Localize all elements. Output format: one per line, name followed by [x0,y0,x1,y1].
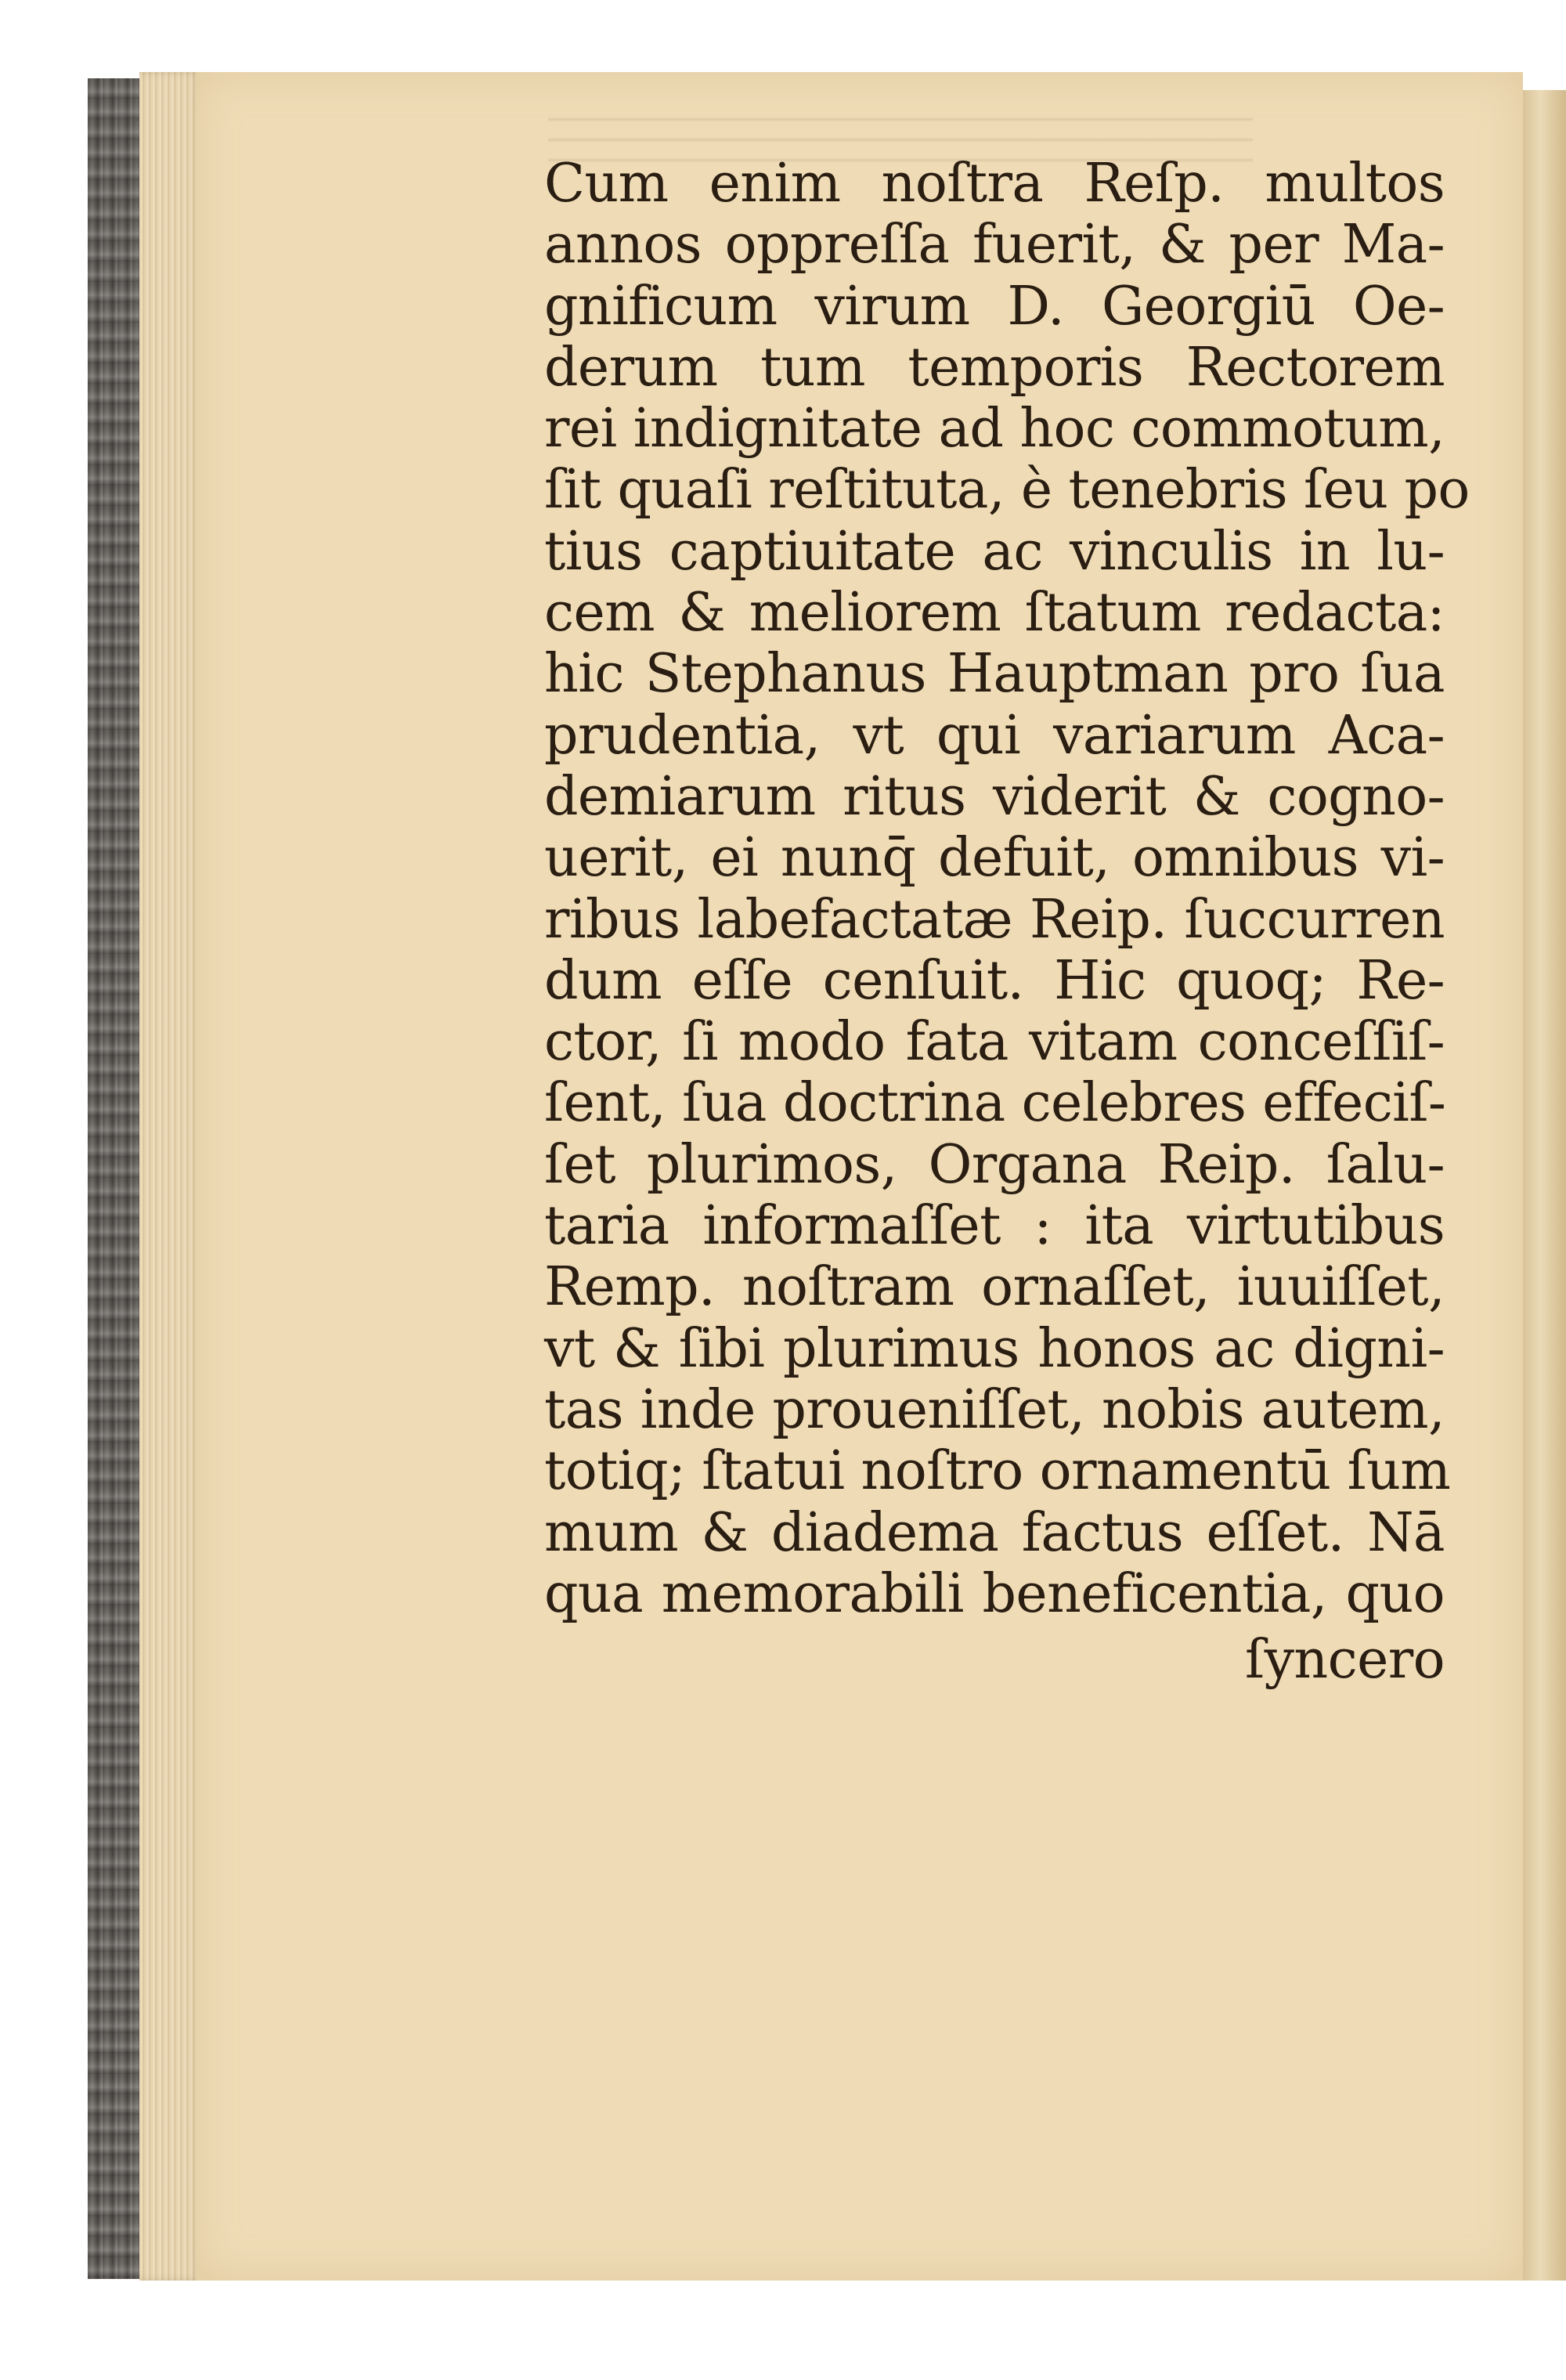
text-line: ribus labefactatæ Reip. ſuccurren [544,888,1445,951]
text-line: rei indignitate ad hoc commotum, [544,398,1445,460]
text-line: qua memorabili beneficentia, quo [544,1562,1445,1625]
text-line: prudentia, vt qui variarum Aca- [544,704,1445,767]
text-line: derum tum temporis Rectorem [544,336,1445,399]
text-line: mum & diadema factus eſſet. Nā [544,1501,1445,1564]
text-line: totiq; ſtatui noſtro ornamentū ſum [544,1440,1451,1503]
text-line: Cum enim noſtra Reſp. multos [544,153,1445,215]
catchword: ſyncero [1245,1629,1445,1692]
text-line: ctor, ſi modo fata vitam conceſſiſ- [544,1011,1445,1074]
text-line: taria informaſſet : ita virtutibus [544,1195,1445,1258]
page-edges [139,72,202,2281]
text-line: cem & meliorem ſtatum redacta: [544,582,1445,645]
text-line: ſit quaſi reſtituta, è tenebris ſeu po [544,459,1470,522]
scan-margin [88,2281,1566,2380]
page-text [544,153,1470,1692]
text-line: tas inde proueniſſet, nobis autem, [544,1378,1445,1441]
text-line: Remp. noſtram ornaſſet, iuuiſſet, [544,1256,1445,1319]
text-line: tius captiuitate ac vinculis in lu- [544,520,1445,583]
text-line: demiarum ritus viderit & cogno- [544,765,1445,828]
text-line: ſet plurimos, Organa Reip. ſalu- [544,1133,1445,1196]
text-line: dum eſſe cenſuit. Hic quoq; Re- [544,949,1445,1012]
text-line: annos oppreſſa fuerit, & per Ma- [544,214,1445,276]
text-line: vt & ſibi plurimus honos ac digni- [544,1317,1445,1380]
facing-page-edge [1523,90,1566,2281]
text-line: gnificum virum D. Georgiū Oe- [544,275,1445,338]
text-line: ſent, ſua doctrina celebres effeciſ- [544,1072,1446,1135]
text-line: hic Stephanus Hauptman pro ſua [544,643,1445,706]
text-line: uerit, ei nunq̄ defuit, omnibus vi- [544,827,1445,890]
